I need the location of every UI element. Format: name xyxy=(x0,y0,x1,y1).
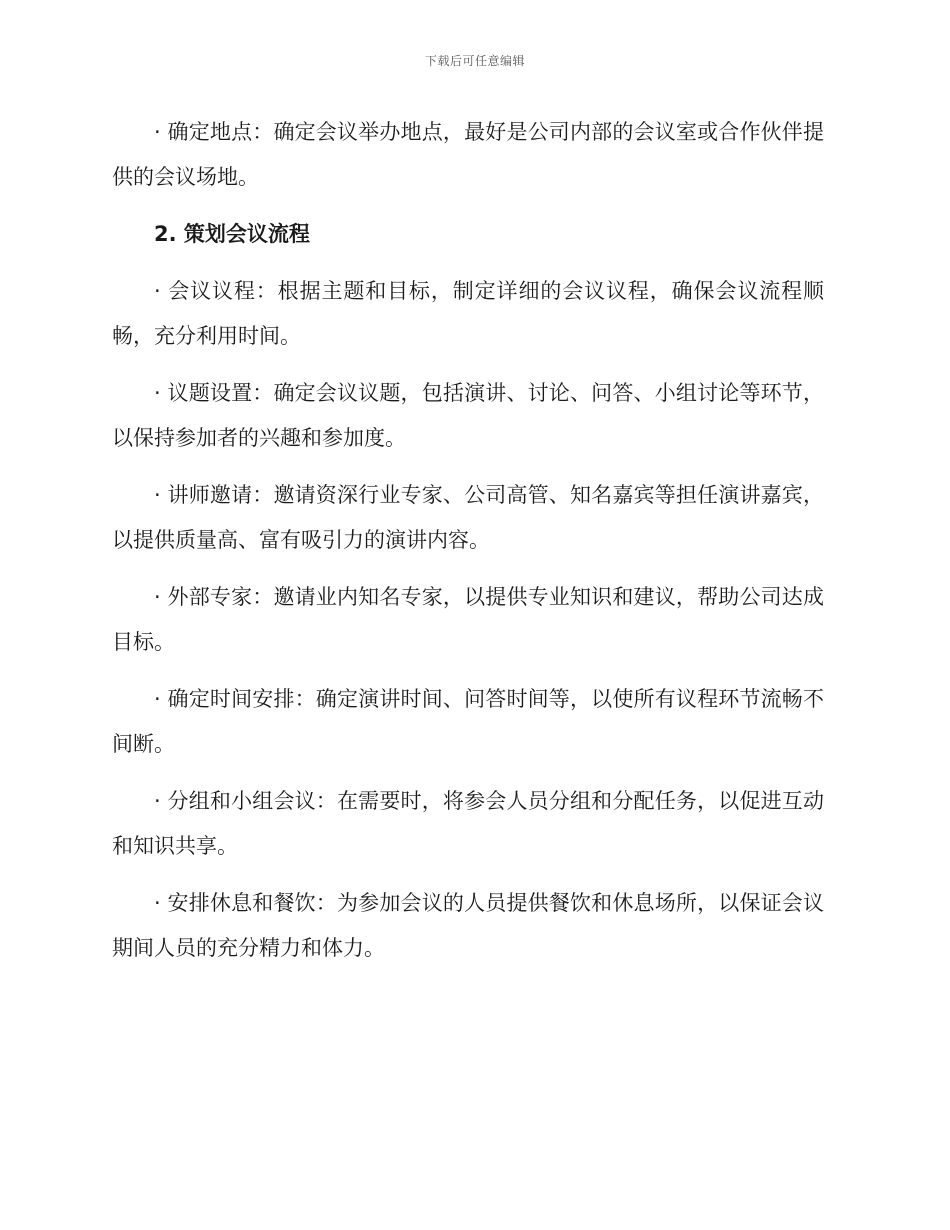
paragraph-external-experts: · 外部专家：邀请业内知名专家，以提供专业知识和建议，帮助公司达成目标。 xyxy=(112,585,824,654)
paragraph-topics: · 议题设置：确定会议议题，包括演讲、讨论、问答、小组讨论等环节，以保持参加者的兴趣和参加度。 xyxy=(112,381,824,450)
paragraph-breaks-catering: · 安排休息和餐饮：为参加会议的人员提供餐饮和休息场所，以保证会议期间人员的充分精力和体力。 xyxy=(112,891,824,960)
paragraph-speakers: · 讲师邀请：邀请资深行业专家、公司高管、知名嘉宾等担任演讲嘉宾，以提供质量高、富有吸引力的演讲内容。 xyxy=(112,483,824,552)
paragraph-location: · 确定地点：确定会议举办地点，最好是公司内部的会议室或合作伙伴提供的会议场地。 xyxy=(112,120,824,189)
paragraph-groups: · 分组和小组会议：在需要时，将参会人员分组和分配任务，以促进互动和知识共享。 xyxy=(112,789,824,858)
section-heading: 2. 策划会议流程 xyxy=(154,222,310,246)
paragraph-schedule: · 确定时间安排：确定演讲时间、问答时间等，以使所有议程环节流畅不间断。 xyxy=(112,687,824,756)
paragraph-agenda: · 会议议程：根据主题和目标，制定详细的会议议程，确保会议流程顺畅，充分利用时间。 xyxy=(112,279,824,348)
document-body xyxy=(112,110,824,983)
page-header-note: 下载后可任意编辑 xyxy=(424,54,525,68)
